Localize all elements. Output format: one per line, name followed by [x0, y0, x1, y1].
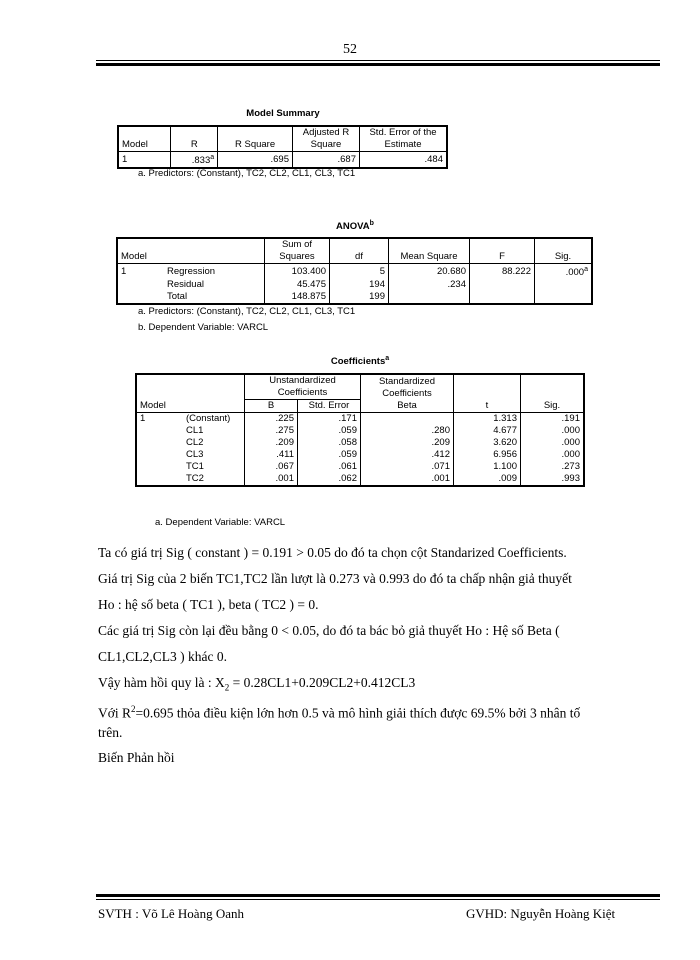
anova-header-model: Model: [117, 238, 265, 264]
coef-header-model: Model: [136, 400, 245, 413]
coef-b: .225: [245, 413, 298, 426]
anova-table: [116, 237, 593, 305]
coef-row: [136, 413, 584, 426]
ms-header-r-square: R Square: [218, 126, 293, 152]
body-line-5: CL1,CL2,CL3 ) khác 0.: [98, 649, 227, 664]
coef-header-sig: Sig.: [543, 400, 561, 411]
coef-b: .001: [245, 473, 298, 486]
coef-beta: .280: [361, 425, 454, 437]
coef-b: .411: [245, 449, 298, 461]
coef-se: .059: [298, 425, 361, 437]
coef-beta: .001: [361, 473, 454, 486]
body-line-1: Ta có giá trị Sig ( constant ) = 0.191 > 0.05 do đó ta chọn cột Standarized Coefficients.: [98, 545, 567, 560]
coefficients-table: [135, 373, 585, 487]
coef-header-se: Std. Error: [298, 400, 361, 413]
coef-sig: .000: [561, 425, 580, 436]
model-summary-title: Model Summary: [246, 108, 320, 119]
body-line-3: Ho : hệ số beta ( TC1 ), beta ( TC2 ) = 0.: [98, 597, 319, 612]
coef-label: (Constant): [183, 413, 245, 426]
coef-se: .058: [298, 437, 361, 449]
ms-header-r: R: [171, 126, 218, 152]
coef-sig: .273: [561, 461, 580, 472]
coef-model: 1: [140, 413, 146, 424]
anova-header-ss: Sum of Squares: [265, 238, 330, 264]
body-line-6: Vậy hàm hồi quy là : $X_2 = 0.28CL1+0.209CL2+0.412CL3$: [98, 675, 416, 693]
coef-t: 4.677: [454, 425, 521, 437]
coef-beta: [361, 413, 454, 426]
coef-b: .209: [245, 437, 298, 449]
header-rule-thin: [96, 60, 660, 61]
anova-header-ms: Mean Square: [389, 238, 470, 264]
coef-header-beta: Beta: [361, 400, 454, 413]
anova-title: ANOVA$^b$: [336, 220, 374, 233]
anova-ss: 103.400: [265, 264, 330, 280]
coef-beta: .071: [361, 461, 454, 473]
body-line-9: Biến Phản hồi: [98, 750, 175, 765]
coef-t: 1.313: [454, 413, 521, 426]
anova-df: 5: [330, 264, 389, 280]
coefficients-title: Coefficients$^a$: [330, 355, 390, 368]
header-rule-thick: [96, 63, 660, 66]
body-line-4: Các giá trị Sig còn lại đều bằng 0 < 0.05, do đó ta bác bỏ giả thuyết Ho : Hệ số Beta (: [98, 623, 560, 638]
coef-t: 3.620: [454, 437, 521, 449]
coef-label: TC2: [183, 473, 245, 486]
footer-advisor: GVHD: Nguyễn Hoàng Kiệt: [466, 906, 616, 921]
coef-label: CL2: [183, 437, 245, 449]
anova-df: 194: [330, 279, 389, 291]
coef-beta: .412: [361, 449, 454, 461]
coef-b: .067: [245, 461, 298, 473]
coef-label: CL3: [183, 449, 245, 461]
page-number: 52: [343, 42, 357, 57]
anova-ss: 45.475: [265, 279, 330, 291]
anova-sig: .000$^a$: [565, 266, 588, 279]
coef-sig: .000: [561, 449, 580, 460]
coef-label: CL1: [183, 425, 245, 437]
anova-row: [117, 279, 592, 291]
coef-sig: .993: [561, 473, 580, 484]
coef-header-t: t: [454, 400, 521, 413]
coef-se: .059: [298, 449, 361, 461]
anova-f: [470, 291, 535, 304]
anova-row: [117, 291, 592, 304]
anova-ms: [389, 291, 470, 304]
body-line-7: Với $R^2=0.695$ thỏa điều kiện lớn hơn 0.5 và mô hình giải thích được 69.5% bởi 3 nhân tố: [98, 704, 581, 721]
coef-header-unstd: Unstandardized Coefficients: [245, 374, 361, 400]
ms-std-error: .484: [424, 153, 443, 165]
coef-t: 6.956: [454, 449, 521, 461]
coef-row: [136, 437, 584, 449]
coef-row: [136, 425, 584, 437]
coef-se: .061: [298, 461, 361, 473]
coef-b: .275: [245, 425, 298, 437]
anova-ms: 20.680: [389, 264, 470, 280]
anova-ms: .234: [389, 279, 470, 291]
anova-label: Residual: [164, 279, 265, 291]
coef-se: .171: [298, 413, 361, 426]
anova-f: [470, 279, 535, 291]
coef-row: [136, 461, 584, 473]
anova-row: [117, 264, 592, 280]
ms-header-adj-r-square: Adjusted R Square: [293, 126, 360, 152]
coef-note: a. Dependent Variable: VARCL: [155, 517, 286, 528]
coef-sig: .191: [561, 413, 580, 424]
anova-header-sig: Sig.: [554, 251, 572, 262]
anova-note-b: b. Dependent Variable: VARCL: [138, 322, 269, 333]
coef-header-b: B: [245, 400, 298, 413]
body-line-8: trên.: [98, 725, 123, 740]
ms-model: 1: [118, 152, 171, 169]
model-summary-table: [117, 125, 448, 169]
ms-header-std-error: Std. Error of the Estimate: [369, 127, 437, 150]
anova-note-a: a. Predictors: (Constant), TC2, CL2, CL1, CL3, TC1: [138, 306, 356, 317]
coef-sig: .000: [561, 437, 580, 448]
coef-t: .009: [454, 473, 521, 486]
footer-rule-thick: [96, 894, 660, 897]
footer-rule-thin: [96, 899, 660, 900]
ms-r: .833$^a$: [171, 152, 218, 169]
anova-header-f: F: [470, 238, 535, 264]
anova-header-df: df: [330, 238, 389, 264]
anova-ss: 148.875: [265, 291, 330, 304]
body-line-2: Giá trị Sig của 2 biến TC1,TC2 lần lượt là 0.273 và 0.993 do đó ta chấp nhận giả thuyết: [98, 571, 572, 586]
coef-t: 1.100: [454, 461, 521, 473]
anova-model: 1: [121, 265, 127, 277]
anova-label: Regression: [164, 264, 265, 280]
coef-header-std: Standardized Coefficients: [361, 374, 454, 400]
ms-row: [118, 152, 447, 169]
anova-f: 88.222: [470, 264, 535, 280]
footer-author: SVTH : Võ Lê Hoàng Oanh: [98, 906, 244, 921]
coef-beta: .209: [361, 437, 454, 449]
anova-df: 199: [330, 291, 389, 304]
ms-header-model: Model: [118, 126, 171, 152]
coef-label: TC1: [183, 461, 245, 473]
coef-se: .062: [298, 473, 361, 486]
anova-label: Total: [164, 291, 265, 304]
anova-sig: [535, 291, 593, 304]
ms-r-square: .695: [218, 152, 293, 169]
anova-sig: [535, 279, 593, 291]
coef-row: [136, 449, 584, 461]
ms-note: a. Predictors: (Constant), TC2, CL2, CL1, CL3, TC1: [138, 168, 356, 179]
ms-adj-r-square: .687: [293, 152, 360, 169]
coef-row: [136, 473, 584, 486]
